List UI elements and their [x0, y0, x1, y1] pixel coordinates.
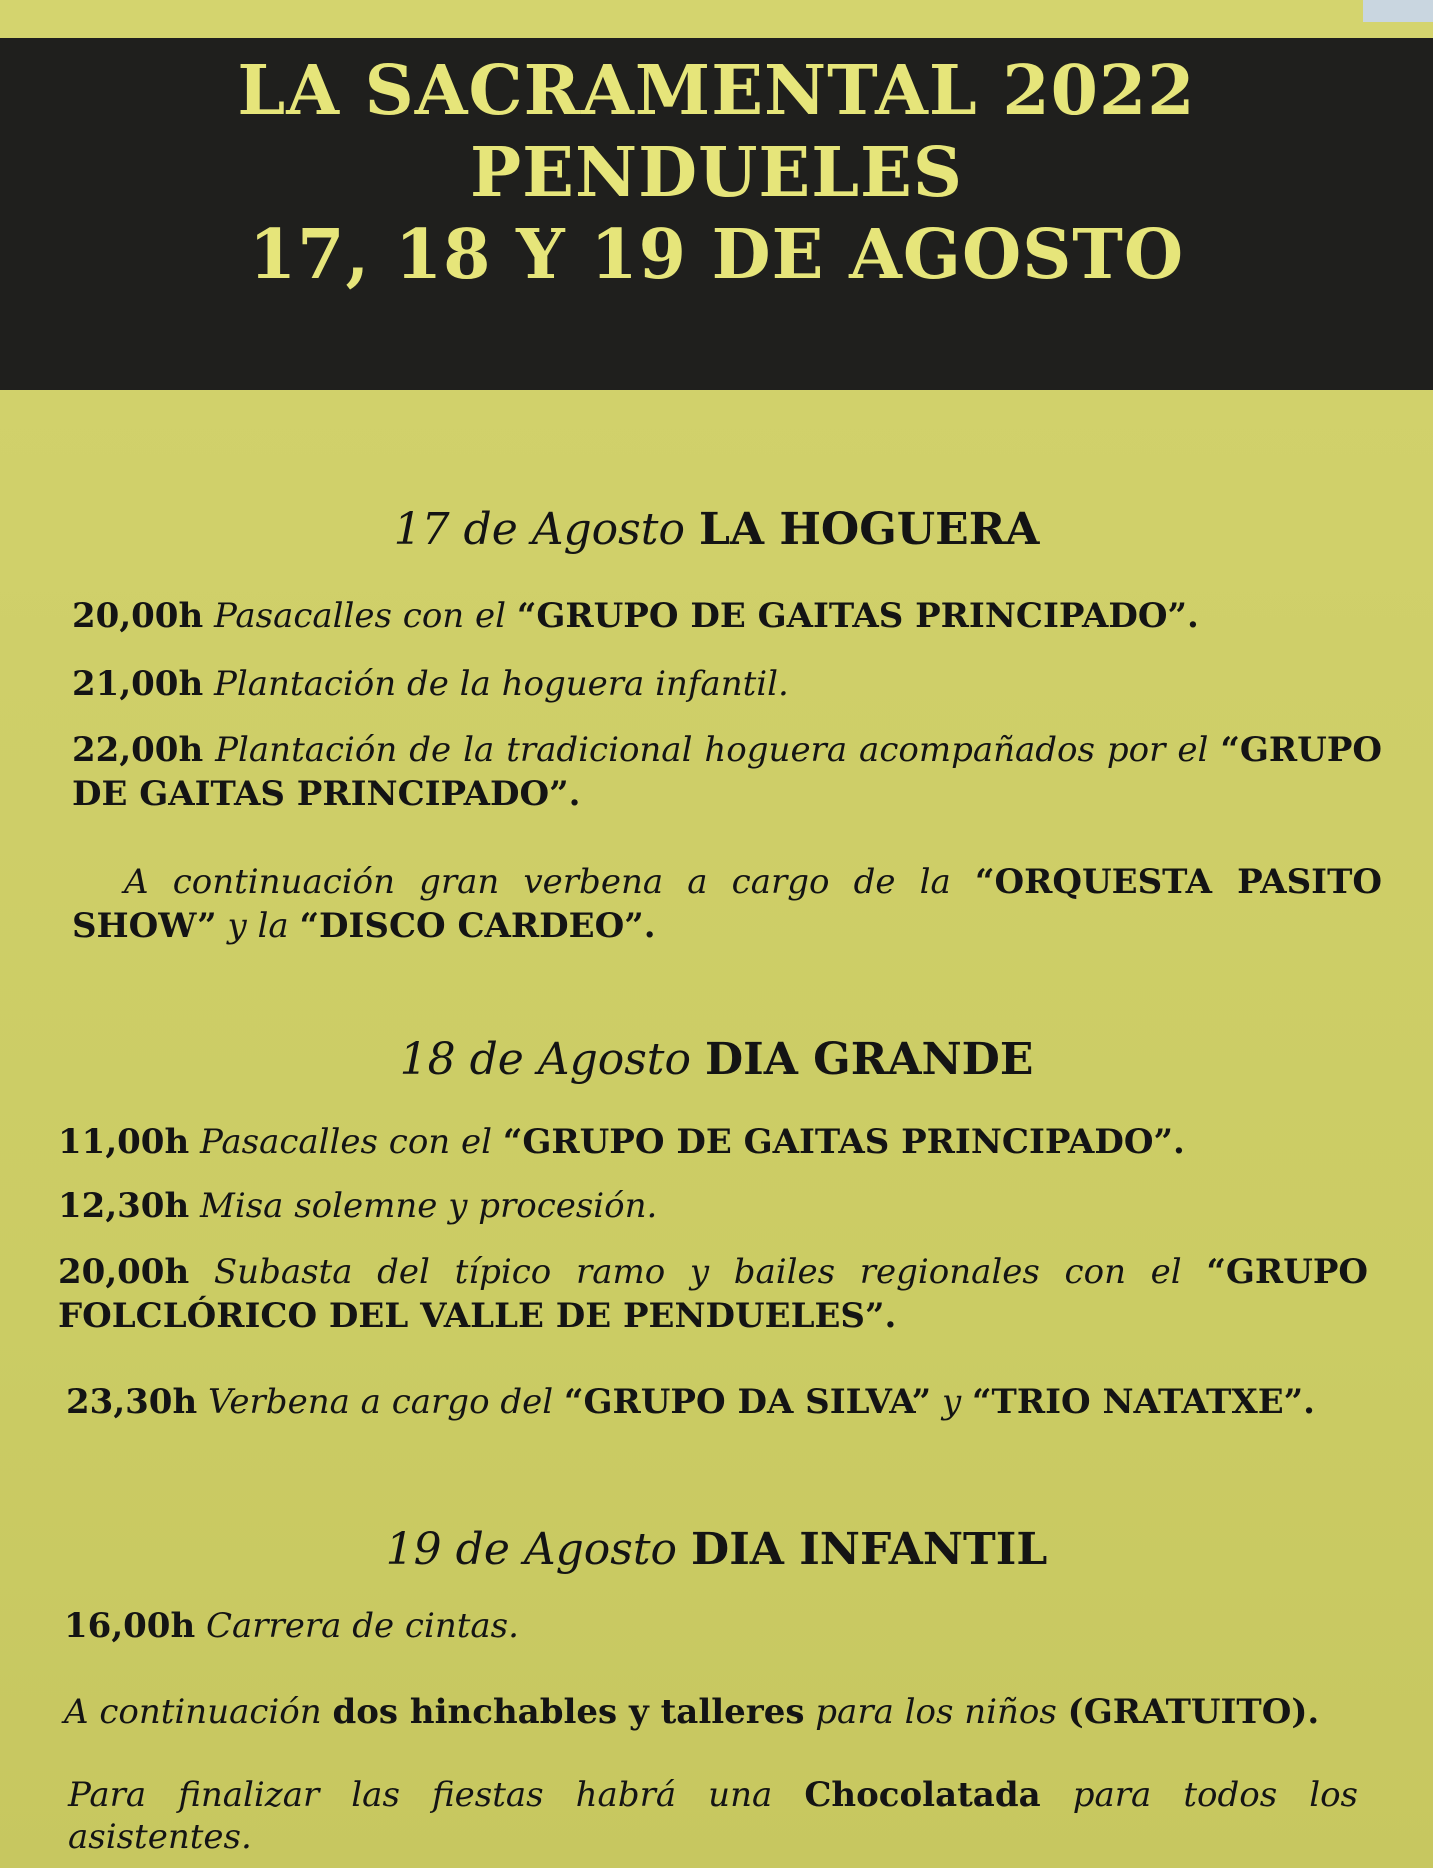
day19-name: DIA INFANTIL [691, 1524, 1048, 1575]
event-highlight: Chocolatada [804, 1775, 1041, 1815]
day18-event-1 [58, 1120, 1388, 1164]
day18-name: DIA GRANDE [704, 1034, 1034, 1085]
day19-event-1 [64, 1604, 1394, 1648]
event-group: “DISCO CARDEO”. [299, 906, 656, 946]
event-text: Plantación de la tradicional hoguera acompañados por el [215, 730, 1209, 770]
header-place: PENDUELES [470, 133, 963, 213]
day17-date: 17 de Agosto [393, 504, 685, 555]
day18-event-4 [66, 1380, 1396, 1424]
day17-name: LA HOGUERA [698, 504, 1040, 555]
event-text: Verbena a cargo del [208, 1382, 554, 1422]
event-highlight: dos hinchables y talleres [332, 1692, 805, 1732]
event-text: Subasta del típico ramo y bailes regionales con el [213, 1252, 1182, 1292]
event-text: Pasacalles con el [200, 1122, 492, 1162]
event-text: y [941, 1382, 962, 1422]
event-group: “GRUPO FOLCLÓRICO DEL VALLE DE PENDUELES”. [58, 1252, 1369, 1336]
day18-title [0, 1034, 1433, 1086]
event-text: y la [227, 906, 289, 946]
event-group: “GRUPO DE GAITAS PRINCIPADO”. [516, 596, 1199, 636]
event-text: Carrera de cintas. [206, 1606, 519, 1646]
event-group: “GRUPO DE GAITAS PRINCIPADO”. [502, 1122, 1185, 1162]
event-time: 12,30h [58, 1186, 190, 1226]
event-time: 16,00h [64, 1606, 196, 1646]
event-text: para todos los asistentes. [68, 1775, 1359, 1857]
event-text: Plantación de la hoguera infantil. [214, 664, 789, 704]
event-highlight: (GRATUITO). [1067, 1692, 1320, 1732]
event-group: “TRIO NATATXE”. [971, 1382, 1316, 1422]
event-text: para los niños [815, 1692, 1057, 1732]
day19-date: 19 de Agosto [385, 1524, 678, 1575]
event-text: Pasacalles con el [214, 596, 506, 636]
event-time: 20,00h [72, 596, 204, 636]
day18-date: 18 de Agosto [399, 1034, 691, 1085]
event-text: A continuación gran verbena a cargo de la [124, 862, 951, 902]
background-corner [1363, 0, 1433, 22]
header-title: LA SACRAMENTAL 2022 [237, 51, 1196, 131]
event-time: 22,00h [72, 730, 204, 770]
day18-event-3 [58, 1250, 1368, 1338]
event-group: “GRUPO DE GAITAS PRINCIPADO”. [72, 730, 1383, 814]
event-time: 20,00h [58, 1252, 190, 1292]
event-text: A continuación [64, 1692, 322, 1732]
day19-title [0, 1524, 1433, 1576]
event-group: “ORQUESTA PASITO SHOW” [72, 862, 1382, 946]
event-text: Misa solemne y procesión. [200, 1186, 658, 1226]
day17-event-2 [72, 662, 1392, 706]
day18-event-2 [58, 1184, 1388, 1228]
day17-event-4 [72, 860, 1382, 948]
event-time: 11,00h [58, 1122, 190, 1162]
day17-event-1 [72, 594, 1392, 638]
day17-title [0, 504, 1433, 556]
header-banner [0, 38, 1433, 390]
event-text: Para finalizar las fiestas habrá una [68, 1775, 773, 1815]
day17-event-3 [72, 728, 1382, 816]
day19-event-3 [68, 1774, 1358, 1858]
event-time: 21,00h [72, 664, 204, 704]
event-time: 23,30h [66, 1382, 198, 1422]
header-dates: 17, 18 Y 19 DE AGOSTO [248, 215, 1185, 295]
day19-event-2 [64, 1690, 1404, 1734]
event-group: “GRUPO DA SILVA” [563, 1382, 932, 1422]
